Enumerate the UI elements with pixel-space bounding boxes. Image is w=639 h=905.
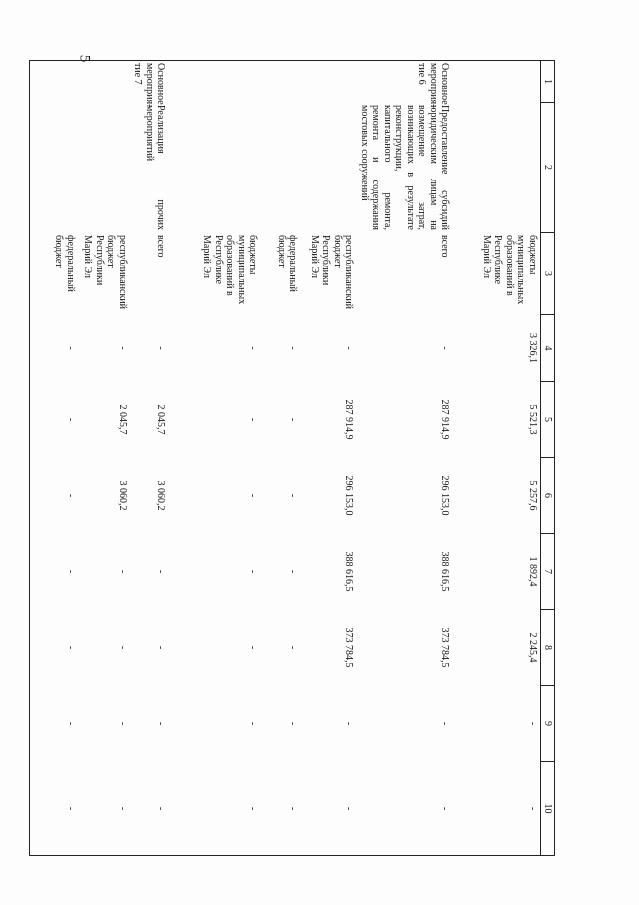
cell-value: - — [301, 762, 357, 856]
cell-value: 388 616,5 — [343, 551, 355, 592]
cell-description — [78, 103, 130, 233]
cell-value: 373 784,5 — [439, 627, 451, 668]
cell-value: - — [453, 762, 541, 856]
cell-event — [453, 61, 541, 103]
cell-value: - — [439, 721, 451, 726]
cell-value: - — [247, 645, 259, 650]
cell-value: - — [357, 762, 453, 856]
budget-table — [30, 60, 556, 856]
cell-value: 296 153,0 — [343, 475, 355, 516]
table-row — [169, 61, 261, 856]
cell-description — [169, 103, 261, 233]
cell-value: 2 245,4 — [527, 632, 538, 663]
cell-value: - — [78, 762, 130, 856]
cell-value: - — [169, 762, 261, 856]
cell-value: - — [343, 346, 355, 350]
cell-source: федеральный бюджет — [30, 233, 78, 315]
cell-source: республиканский бюджет Республики Марий Эл — [309, 235, 355, 310]
col-header-8: 8 — [541, 610, 555, 686]
table-body — [30, 61, 541, 856]
cell-value: - — [287, 417, 299, 422]
cell-event: Основное мероприя-тие 7 — [130, 61, 169, 103]
cell-source: всего — [439, 235, 451, 258]
col-header-5: 5 — [541, 382, 555, 458]
col-header-1: 1 — [541, 61, 555, 103]
cell-description — [30, 103, 78, 233]
cell-value: - — [117, 569, 128, 574]
cell-value: - — [287, 346, 299, 350]
cell-value: - — [30, 686, 78, 762]
col-header-3: 3 — [541, 233, 555, 315]
cell-value: - — [30, 610, 78, 686]
cell-value: 3 326,1 — [527, 333, 538, 363]
cell-event — [30, 61, 78, 103]
cell-description — [261, 103, 301, 233]
table-row — [453, 61, 541, 856]
cell-source: республиканский бюджет Республики Марий Эл — [82, 235, 128, 310]
rotated-table-container — [53, 60, 555, 855]
cell-value: 296 153,0 — [439, 475, 451, 516]
cell-value: - — [247, 346, 259, 350]
cell-value: - — [30, 315, 78, 382]
cell-value: 373 784,5 — [343, 627, 355, 668]
table-row — [261, 61, 301, 856]
cell-value: - — [155, 569, 167, 574]
col-header-6: 6 — [541, 458, 555, 534]
cell-value: - — [439, 346, 451, 350]
cell-value: 3 060,2 — [117, 480, 128, 511]
cell-value: 2 045,7 — [155, 404, 167, 435]
cell-event: Основное мероприя-тие 6 — [357, 61, 453, 103]
cell-value: - — [117, 645, 128, 650]
cell-value: - — [343, 721, 355, 726]
cell-value: 5 521,3 — [527, 404, 538, 435]
cell-value: - — [117, 721, 128, 726]
cell-description — [453, 103, 541, 233]
cell-value: - — [30, 762, 78, 856]
cell-description — [301, 103, 357, 233]
col-header-2: 2 — [541, 103, 555, 233]
cell-value: - — [527, 721, 538, 726]
cell-value: 287 914,9 — [343, 399, 355, 440]
table-row — [30, 61, 78, 856]
cell-description: Реализация прочих мероприятий — [144, 105, 167, 230]
cell-value: 287 914,9 — [439, 399, 451, 440]
cell-value: 388 616,5 — [439, 551, 451, 592]
cell-value: 3 060,2 — [155, 480, 167, 511]
cell-value: - — [155, 346, 167, 350]
cell-value: 1 892,4 — [527, 556, 538, 587]
page-number: 5 — [76, 54, 93, 63]
table-row — [357, 61, 453, 856]
cell-description: Предоставление субсидий юридическим лицам на возмещение затрат, возникающих в результате реконструкции, капитального ремонта, ремонта и содержания мостовых сооружений — [359, 105, 451, 230]
cell-value: - — [287, 645, 299, 650]
cell-value: - — [247, 569, 259, 574]
cell-value: - — [155, 721, 167, 726]
cell-value: - — [247, 493, 259, 498]
cell-event — [169, 61, 261, 103]
col-header-10: 10 — [541, 762, 555, 856]
cell-event — [261, 61, 301, 103]
cell-value: - — [247, 417, 259, 422]
cell-value: - — [287, 721, 299, 726]
cell-value: - — [117, 346, 128, 350]
table-row — [130, 61, 169, 856]
cell-value: 5 257,6 — [527, 480, 538, 511]
header-row — [541, 61, 555, 856]
table-row — [78, 61, 130, 856]
cell-value: 2 045,7 — [117, 404, 128, 435]
cell-value: - — [155, 645, 167, 650]
col-header-7: 7 — [541, 534, 555, 610]
cell-value: - — [30, 534, 78, 610]
cell-value: - — [247, 721, 259, 726]
cell-value: - — [30, 458, 78, 534]
cell-event — [78, 61, 130, 103]
cell-value: - — [287, 493, 299, 498]
cell-source: бюджеты муниципальных образований в Республике Марий Эл — [481, 235, 538, 305]
cell-value: - — [287, 569, 299, 574]
cell-source: бюджеты муниципальных образований в Республике Марий Эл — [201, 235, 259, 305]
col-header-4: 4 — [541, 315, 555, 382]
cell-event — [301, 61, 357, 103]
cell-value: - — [30, 382, 78, 458]
table-row — [301, 61, 357, 856]
cell-source: федеральный бюджет — [276, 235, 299, 292]
cell-value: - — [130, 762, 169, 856]
cell-value: - — [261, 762, 301, 856]
col-header-9: 9 — [541, 686, 555, 762]
cell-source: всего — [155, 235, 167, 258]
